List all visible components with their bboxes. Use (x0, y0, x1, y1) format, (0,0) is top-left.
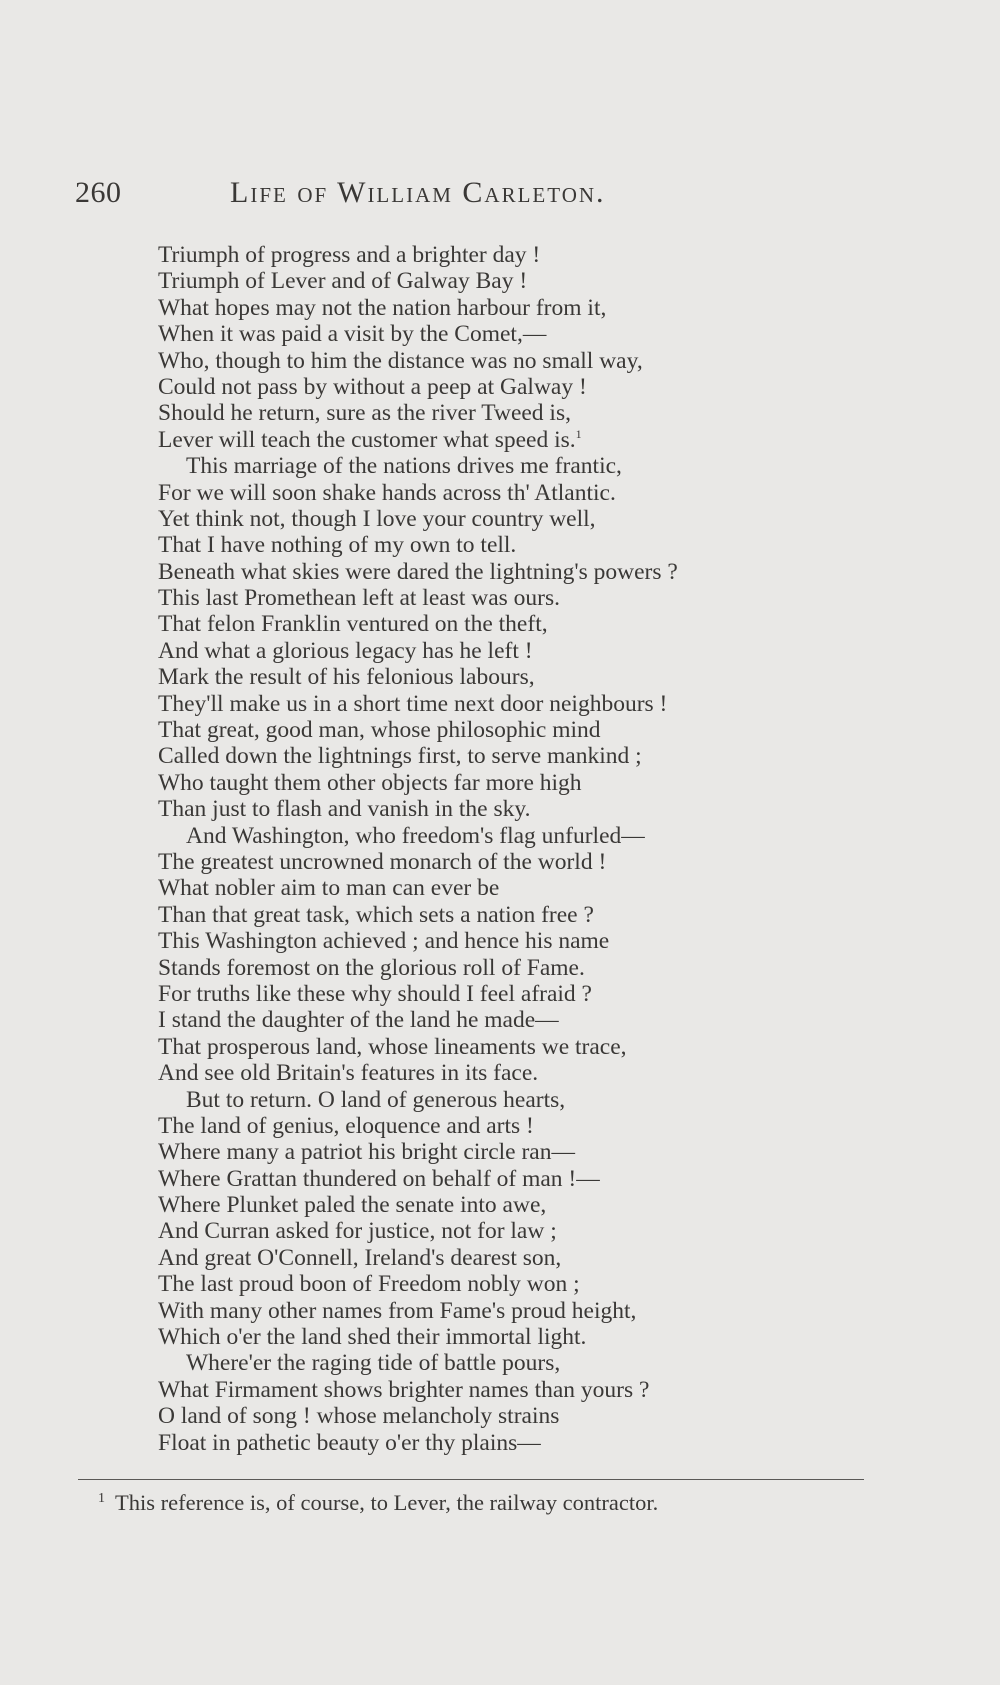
poem-line-text: What nobler aim to man can ever be (158, 875, 500, 902)
poem-line-text: Yet think not, though I love your country well, (158, 505, 596, 532)
poem-line-text: Lever will teach the customer what speed is. (158, 426, 576, 453)
poem-line-text: Stands foremost on the glorious roll of Fame. (158, 954, 585, 981)
footnote-mark: 1 (98, 1490, 105, 1506)
poem-line (158, 1350, 958, 1376)
poem-line-text: This last Promethean left at least was ours. (158, 585, 561, 612)
poem-line-text: Float in pathetic beauty o'er thy plains— (158, 1429, 541, 1456)
footnote-text: This reference is, of course, to Lever, the railway contractor. (115, 1490, 659, 1515)
poem-line (158, 743, 958, 769)
poem-line-text: For we will soon shake hands across th' Atlantic. (158, 479, 616, 506)
poem-line (158, 981, 958, 1007)
footnote-divider (78, 1479, 864, 1480)
poem-line (158, 1060, 958, 1086)
poem-line (158, 1245, 958, 1271)
poem-line (158, 1298, 958, 1324)
poem-line-text: Where'er the raging tide of battle pours, (186, 1350, 561, 1377)
poem-line (158, 638, 958, 664)
poem-line (158, 1087, 958, 1113)
poem-line-text: Triumph of Lever and of Galway Bay ! (158, 268, 528, 295)
poem-line (158, 1139, 958, 1165)
poem-line (158, 506, 958, 532)
poem-line-text: Than just to flash and vanish in the sky. (158, 796, 531, 823)
poem-line (158, 849, 958, 875)
poem-line-text: That felon Franklin ventured on the theft, (158, 611, 548, 638)
poem-line (158, 532, 958, 558)
poem-line-text: I stand the daughter of the land he made— (158, 1007, 559, 1034)
poem-line-text: They'll make us in a short time next door neighbours ! (158, 690, 668, 717)
poem-line-text: With many other names from Fame's proud height, (158, 1297, 637, 1324)
poem-line (158, 348, 958, 374)
poem-line-text: And Curran asked for justice, not for law ; (158, 1218, 557, 1245)
poem-line-text: And great O'Connell, Ireland's dearest son, (158, 1244, 562, 1271)
poem-line (158, 400, 958, 426)
poem-line (158, 823, 958, 849)
poem-line (158, 902, 958, 928)
poem-line (158, 374, 958, 400)
poem-line-text: For truths like these why should I feel afraid ? (158, 980, 592, 1007)
poem-line-text: And what a glorious legacy has he left ! (158, 637, 533, 664)
page-header (75, 176, 955, 216)
poem-line (158, 480, 958, 506)
poem-line-text: O land of song ! whose melancholy strains (158, 1403, 560, 1430)
poem-line-text: Called down the lightnings first, to serve mankind ; (158, 743, 642, 770)
poem-line-text: Where Grattan thundered on behalf of man !— (158, 1165, 600, 1192)
poem-line-text: Which o'er the land shed their immortal light. (158, 1324, 587, 1351)
poem-line-text: Than that great task, which sets a nation free ? (158, 901, 594, 928)
poem-line-text: Where many a patriot his bright circle ran— (158, 1139, 575, 1166)
poem-line (158, 453, 958, 479)
poem-line-text: What Firmament shows brighter names than yours ? (158, 1376, 650, 1403)
poem-line (158, 611, 958, 637)
poem-line-text: Who, though to him the distance was no small way, (158, 347, 643, 374)
poem-line (158, 875, 958, 901)
poem-line-text: The land of genius, eloquence and arts ! (158, 1112, 534, 1139)
poem-line-text: This marriage of the nations drives me frantic, (186, 453, 622, 480)
poem-line (158, 1007, 958, 1033)
poem-line (158, 585, 958, 611)
poem-line (158, 1166, 958, 1192)
poem-line-text: And Washington, who freedom's flag unfurled— (186, 822, 645, 849)
poem-line (158, 664, 958, 690)
poem-line-text: The last proud boon of Freedom nobly won ; (158, 1271, 580, 1298)
poem-line-text: That prosperous land, whose lineaments we trace, (158, 1033, 627, 1060)
poem-line (158, 1271, 958, 1297)
poem-line (158, 717, 958, 743)
poem-line (158, 955, 958, 981)
footnote (98, 1490, 658, 1516)
footnote-reference: 1 (575, 426, 582, 441)
poem-line (158, 559, 958, 585)
poem-line (158, 1430, 958, 1456)
poem-line-text: Triumph of progress and a brighter day ! (158, 242, 541, 268)
poem-line-text: That I have nothing of my own to tell. (158, 532, 517, 559)
poem-line (158, 1403, 958, 1429)
running-head: Life of William Carleton. (230, 176, 606, 209)
poem-line (158, 1377, 958, 1403)
poem-line-text: Could not pass by without a peep at Galway ! (158, 373, 587, 400)
poem-line (158, 1218, 958, 1244)
poem-line (158, 321, 958, 347)
poem-line-text: Where Plunket paled the senate into awe, (158, 1192, 547, 1219)
poem-line (158, 691, 958, 717)
poem-line (158, 242, 958, 268)
poem-line (158, 1034, 958, 1060)
poem-line (158, 1113, 958, 1139)
poem-line-text: And see old Britain's features in its face. (158, 1060, 539, 1087)
poem-line (158, 427, 958, 453)
poem-line (158, 770, 958, 796)
poem-line-text: What hopes may not the nation harbour from it, (158, 294, 607, 321)
poem-line-text: The greatest uncrowned monarch of the world ! (158, 848, 607, 875)
poem-line-text: That great, good man, whose philosophic mind (158, 717, 601, 744)
poem-line-text: Beneath what skies were dared the lightning's powers ? (158, 558, 678, 585)
page-number: 260 (75, 176, 122, 209)
poem-body (158, 242, 958, 1456)
poem-line (158, 295, 958, 321)
poem-line (158, 796, 958, 822)
poem-line-text: Should he return, sure as the river Tweed is, (158, 400, 571, 427)
poem-line-text: This Washington achieved ; and hence his name (158, 928, 610, 955)
poem-line-text: Mark the result of his felonious labours, (158, 664, 535, 691)
poem-line-text: But to return. O land of generous hearts, (186, 1086, 566, 1113)
poem-line (158, 268, 958, 294)
poem-line (158, 1192, 958, 1218)
poem-line (158, 1324, 958, 1350)
poem-line (158, 928, 958, 954)
poem-line-text: When it was paid a visit by the Comet,— (158, 321, 547, 348)
poem-line-text: Who taught them other objects far more high (158, 769, 582, 796)
